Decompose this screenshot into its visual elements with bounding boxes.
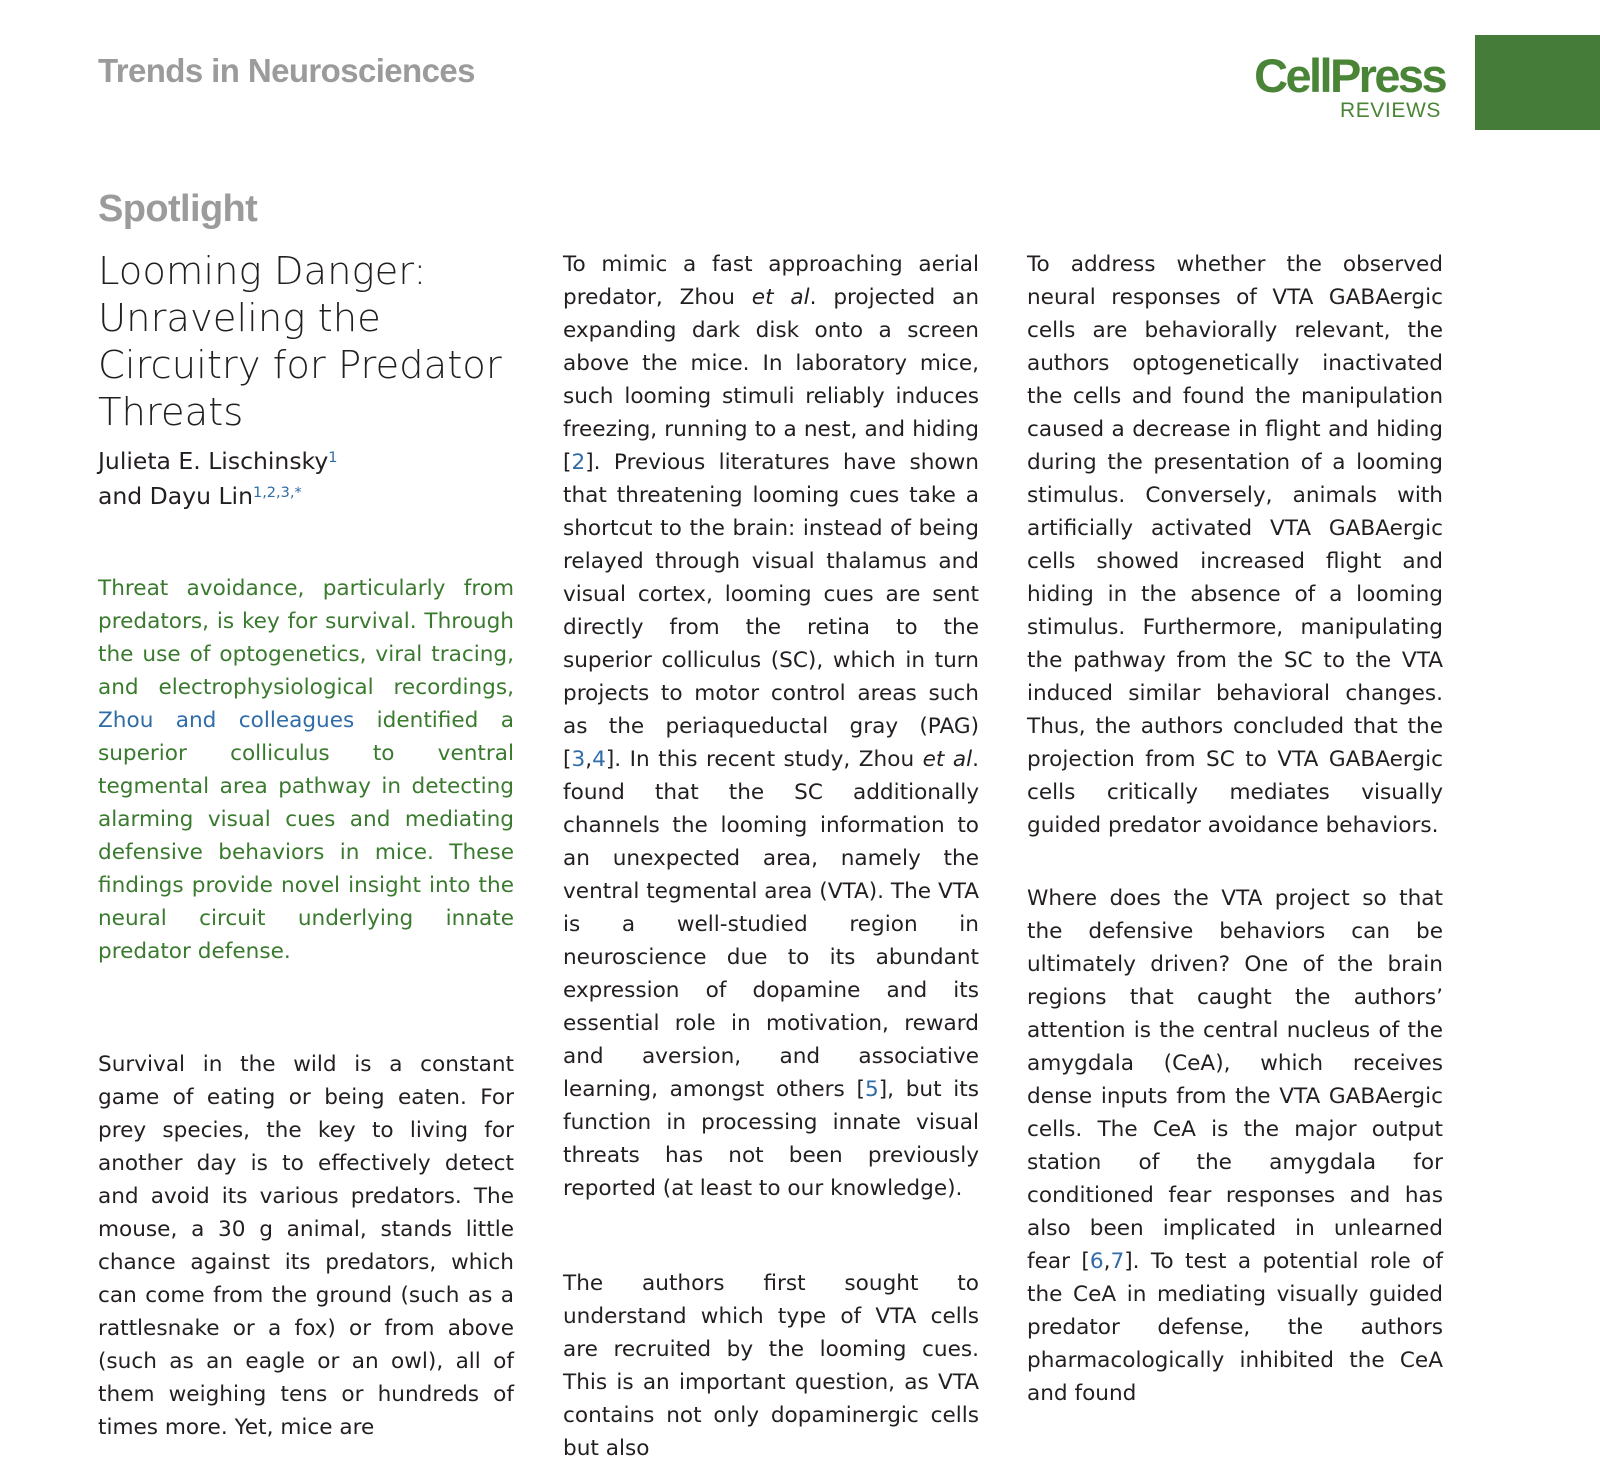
italic-text: et al: [751, 285, 810, 310]
body-text: . projected an expanding dark disk onto a screen above the mice. In laboratory mice, such looming stimuli reliably induces freezing, running to a nest, and hiding [: [563, 285, 980, 475]
citation-link[interactable]: 6: [1089, 1249, 1104, 1274]
abstract-text: Threat avoidance, particularly from predators, is key for survival. Through the use of optogenetics, viral tracing, and electrophysiological recordings,: [98, 576, 514, 700]
affiliation-link[interactable]: 1: [328, 450, 338, 466]
body-paragraph: [563, 248, 979, 1205]
body-paragraph: To address whether the observed neural responses of VTA GABAergic cells are behaviorally relevant, the authors optogenetically inactivated the cells and found the manipulation caused a decrease in flight and hiding during the presentation of a looming stimulus. Conversely, animals with artificially activated VTA GABAergic cells showed increased flight and hiding in the absence of a looming stimulus. Furthermore, manipulating the pathway from the SC to the VTA induced similar behavioral changes. Thus, the authors concluded that the projection from SC to VTA GABAergic cells critically mediates visually guided predator avoidance behaviors.: [1027, 252, 1443, 838]
body-paragraph: [1027, 882, 1443, 1410]
body-text: . found that the SC additionally channels the looming information to an unexpected area, namely the ventral tegmental area (VTA). The VTA is a well-studied region in neuroscience due to its abundant expression of dopamine and its essential role in motivation, reward and aversion, and associative learning, amongst others [: [563, 747, 979, 1102]
citation-link[interactable]: 7: [1110, 1249, 1125, 1274]
logo-sub-text: REVIEWS: [1339, 99, 1441, 122]
body-text: To mimic a fast approaching aerial predator, Zhou: [563, 252, 979, 310]
brand-color-bar: [1475, 35, 1600, 130]
author-name: Julieta E. Lischinsky: [98, 447, 329, 475]
body-text: ], but its function in processing innate visual threats has not been previously reported (at least to our knowledge).: [563, 1077, 980, 1201]
body-text: ,: [585, 747, 593, 772]
author-name: and Dayu Lin: [98, 482, 253, 510]
journal-name: Trends in Neurosciences: [98, 52, 475, 89]
cellpress-logo: [1240, 49, 1445, 122]
body-text: ]. To test a potential role of the CeA in mediating visually guided predator defense, the authors pharmacologically inhibited the CeA and found: [1027, 1249, 1443, 1406]
affiliation-link[interactable]: 1,2,3,*: [252, 485, 302, 501]
body-text: Where does the VTA project so that the defensive behaviors can be ultimately driven? One of the brain regions that caught the authors’ attention is the central nucleus of the amygdala (CeA), which receives dense inputs from the VTA GABAergic cells. The CeA is the major output station of the amygdala for conditioned fear responses and has also been implicated in unlearned fear [: [1027, 886, 1443, 1274]
column-2: [563, 248, 979, 1465]
body-text: ,: [1103, 1249, 1111, 1274]
title-line: Looming Danger:: [98, 249, 427, 294]
column-3: [1027, 248, 1443, 1410]
citation-link[interactable]: 5: [864, 1077, 879, 1102]
citation-link[interactable]: 4: [592, 747, 606, 772]
logo-main-text: CellPress: [1254, 49, 1445, 102]
body-text: ]. Previous literatures have shown that threatening looming cues take a shortcut to the brain: instead of being relayed through visual thalamus and visual cortex, looming cues are sent directly from the retina to the superior colliculus (SC), which in turn projects to motor control areas such as the periaqueductal gray (PAG) [: [563, 450, 979, 772]
italic-text: et al: [922, 747, 973, 772]
body-text: ]. In this recent study, Zhou: [605, 747, 923, 772]
title-line: Unraveling the: [98, 296, 381, 341]
body-paragraph: The authors first sought to understand which type of VTA cells are recruited by the looming cues. This is an important question, as VTA contains not only dopaminergic cells but also: [563, 1271, 979, 1461]
body-paragraph: Survival in the wild is a constant game of eating or being eaten. For prey species, the key to living for another day is to effectively detect and avoid its various predators. The mouse, a 30 g animal, stands little chance against its predators, which can come from the ground (such as a rattlesnake or a fox) or from above (such as an eagle or an owl), all of them weighing tens or hundreds of times more. Yet, mice are: [98, 1052, 514, 1440]
abstract-text: identified a superior colliculus to ventral tegmental area pathway in detecting alarming visual cues and mediating defensive behaviors in mice. These findings provide novel insight into the neural circuit underlying innate predator defense.: [98, 708, 514, 964]
section-label: Spotlight: [98, 188, 258, 230]
reference-link[interactable]: Zhou and colleagues: [98, 708, 355, 733]
abstract: [98, 572, 514, 968]
citation-link[interactable]: 3: [571, 747, 586, 772]
column-1: [98, 248, 514, 1444]
title-line: Threats: [98, 390, 244, 435]
author-list: [98, 442, 514, 512]
title-line: Circuitry for Predator: [98, 343, 502, 388]
article-title: [98, 248, 514, 436]
citation-link[interactable]: 2: [571, 450, 586, 475]
